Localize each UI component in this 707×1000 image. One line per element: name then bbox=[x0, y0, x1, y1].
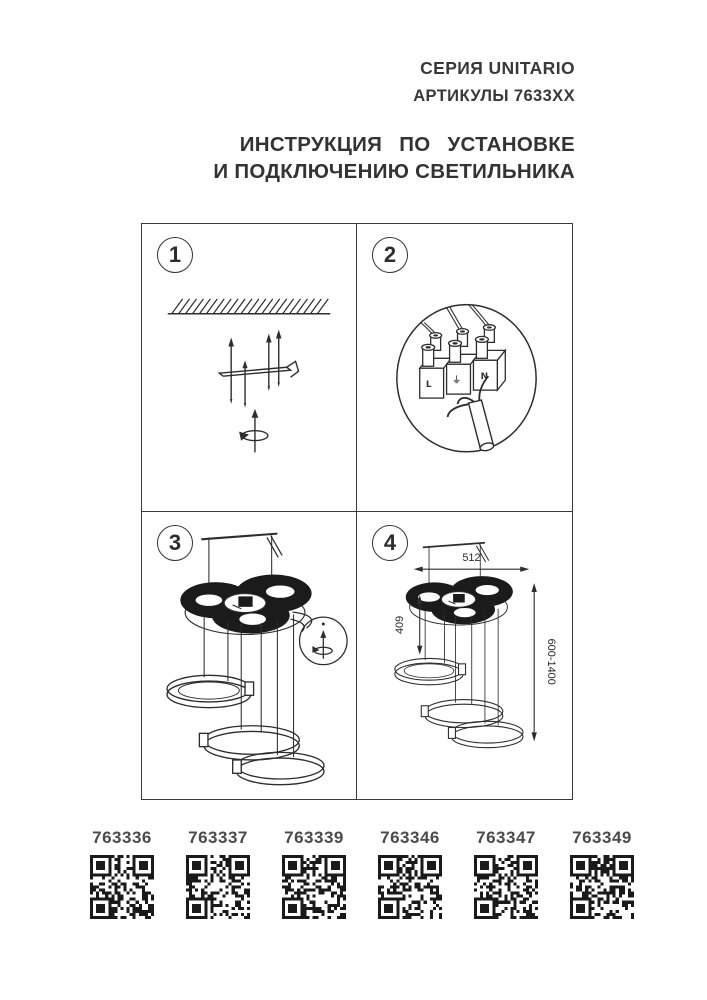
supply-wires bbox=[421, 305, 491, 336]
qr-code bbox=[90, 855, 154, 919]
instruction-steps-grid bbox=[141, 223, 573, 800]
step-number-badge bbox=[157, 525, 193, 561]
article-item bbox=[458, 828, 554, 919]
qr-code bbox=[186, 855, 250, 919]
step-panel-3 bbox=[142, 512, 357, 800]
screw-icon bbox=[228, 338, 234, 404]
rotation-arrow-icon bbox=[239, 409, 268, 453]
dimension-width bbox=[414, 552, 529, 572]
terminal-block-illustration bbox=[420, 325, 506, 398]
screw-detail-balloon bbox=[291, 612, 347, 665]
qr-code bbox=[474, 855, 538, 919]
screw-icon bbox=[266, 334, 272, 391]
terminal-label-live: L bbox=[425, 380, 432, 391]
step-number: 2 bbox=[383, 242, 397, 267]
qr-code bbox=[282, 855, 346, 919]
article-qr-codes bbox=[74, 828, 650, 919]
article-item bbox=[362, 828, 458, 919]
article-number: 763336 bbox=[92, 828, 152, 847]
qr-code bbox=[570, 855, 634, 919]
series-title: СЕРИЯ UNITARIO bbox=[420, 58, 575, 78]
article-number: 763349 bbox=[572, 828, 632, 847]
article-item bbox=[170, 828, 266, 919]
document-header bbox=[413, 58, 575, 106]
article-item bbox=[266, 828, 362, 919]
ground-symbol: ⏚ bbox=[452, 376, 462, 387]
article-item bbox=[554, 828, 650, 919]
dimension-width-label: 512 bbox=[462, 551, 481, 564]
step-number-badge bbox=[372, 237, 408, 273]
instruction-title-line2: И ПОДКЛЮЧЕНИЮ СВЕТИЛЬНИКА bbox=[213, 159, 575, 183]
article-number: 763337 bbox=[188, 828, 248, 847]
step-panel-1 bbox=[142, 224, 357, 512]
terminal-label-neutral: N bbox=[480, 372, 489, 383]
step-number-badge bbox=[372, 525, 408, 561]
step-number: 1 bbox=[168, 242, 182, 267]
qr-code bbox=[378, 855, 442, 919]
step-panel-4 bbox=[357, 512, 572, 800]
dimension-suspension-range bbox=[531, 583, 557, 741]
article-number: 763339 bbox=[284, 828, 344, 847]
dimension-suspension-range-label: 600-1400 bbox=[545, 638, 558, 685]
instruction-title-line1: ИНСТРУКЦИЯ ПО УСТАНОВКЕ bbox=[239, 133, 575, 156]
screw-icon bbox=[276, 330, 282, 387]
articles-subtitle: АРТИКУЛЫ 7633ХХ bbox=[413, 87, 575, 105]
article-number: 763347 bbox=[476, 828, 536, 847]
mounting-bracket-illustration bbox=[219, 330, 298, 408]
dimension-canopy-height-label: 409 bbox=[393, 615, 406, 634]
step-number: 4 bbox=[383, 529, 397, 555]
ceiling-surface bbox=[168, 299, 330, 314]
step-number-badge bbox=[157, 237, 193, 273]
page-title bbox=[213, 132, 575, 185]
dimension-canopy-height bbox=[394, 595, 423, 655]
step-number: 3 bbox=[168, 529, 182, 555]
article-item bbox=[74, 828, 170, 919]
screw-icon bbox=[242, 360, 247, 408]
screw-rotation-icon bbox=[312, 622, 332, 658]
article-number: 763346 bbox=[380, 828, 440, 847]
step-panel-2 bbox=[357, 224, 572, 512]
